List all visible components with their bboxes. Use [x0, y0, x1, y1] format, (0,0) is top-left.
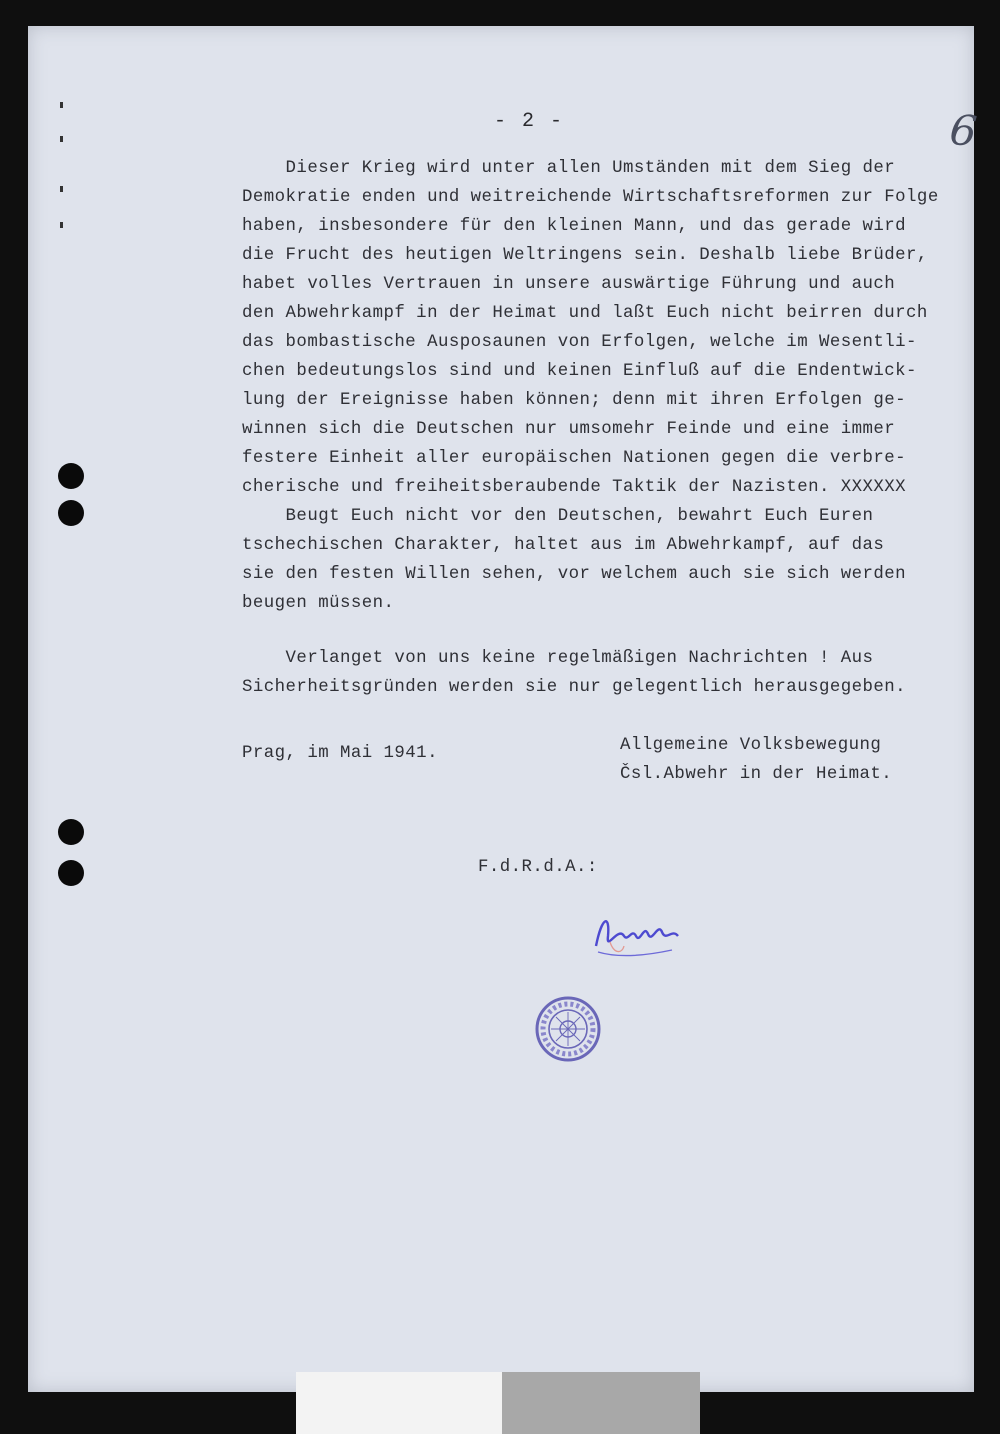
- organization-name: Allgemeine Volksbewegung: [620, 736, 882, 755]
- body-line: den Abwehrkampf in der Heimat und laßt Euch nicht beirren durch: [242, 304, 928, 323]
- margin-mark: [60, 102, 63, 108]
- signature-prefix: F.d.R.d.A.:: [478, 858, 598, 877]
- body-line: cherische und freiheitsberaubende Taktik der Nazisten. XXXXXX: [242, 478, 907, 497]
- body-line: sie den festen Willen sehen, vor welchem auch sie sich werden: [242, 565, 907, 584]
- body-line: tschechischen Charakter, haltet aus im Abwehrkampf, auf das: [242, 536, 885, 555]
- body-line: festere Einheit aller europäischen Nationen gegen die verbre-: [242, 449, 907, 468]
- document-page: [28, 26, 980, 1392]
- place-date: Prag, im Mai 1941.: [242, 744, 438, 763]
- punch-hole: [58, 860, 84, 886]
- official-stamp-icon: [533, 994, 603, 1064]
- body-line: die Frucht des heutigen Weltringens sein. Deshalb liebe Brüder,: [242, 246, 928, 265]
- scan-strip-gray: [502, 1372, 700, 1434]
- handwritten-signature: [588, 906, 688, 966]
- body-line: chen bedeutungslos sind und keinen Einfluß auf die Endentwick-: [242, 362, 917, 381]
- body-line: das bombastische Ausposaunen von Erfolgen, welche im Wesentli-: [242, 333, 917, 352]
- closing-line: Verlanget von uns keine regelmäßigen Nachrichten ! Aus: [242, 649, 874, 668]
- body-line: Dieser Krieg wird unter allen Umständen mit dem Sieg der: [242, 159, 896, 178]
- body-line: haben, insbesondere für den kleinen Mann, und das gerade wird: [242, 217, 907, 236]
- punch-hole: [58, 463, 84, 489]
- punch-hole: [58, 500, 84, 526]
- body-line: winnen sich die Deutschen nur umsomehr Feinde und eine immer: [242, 420, 896, 439]
- scan-strip-light: [296, 1372, 502, 1434]
- body-line: Beugt Euch nicht vor den Deutschen, bewahrt Euch Euren: [242, 507, 874, 526]
- folio-number: 6: [947, 104, 980, 157]
- margin-mark: [60, 136, 63, 142]
- body-line: habet volles Vertrauen in unsere auswärtige Führung und auch: [242, 275, 896, 294]
- body-line: Demokratie enden und weitreichende Wirtschaftsreformen zur Folge: [242, 188, 939, 207]
- organization-subtitle: Čsl.Abwehr in der Heimat.: [620, 765, 893, 784]
- closing-line: Sicherheitsgründen werden sie nur gelegentlich herausgegeben.: [242, 678, 907, 697]
- margin-mark: [60, 222, 63, 228]
- page-number: - 2 -: [494, 110, 565, 133]
- body-line: beugen müssen.: [242, 594, 395, 613]
- margin-mark: [60, 186, 63, 192]
- punch-hole: [58, 819, 84, 845]
- body-line: lung der Ereignisse haben können; denn mit ihren Erfolgen ge-: [242, 391, 907, 410]
